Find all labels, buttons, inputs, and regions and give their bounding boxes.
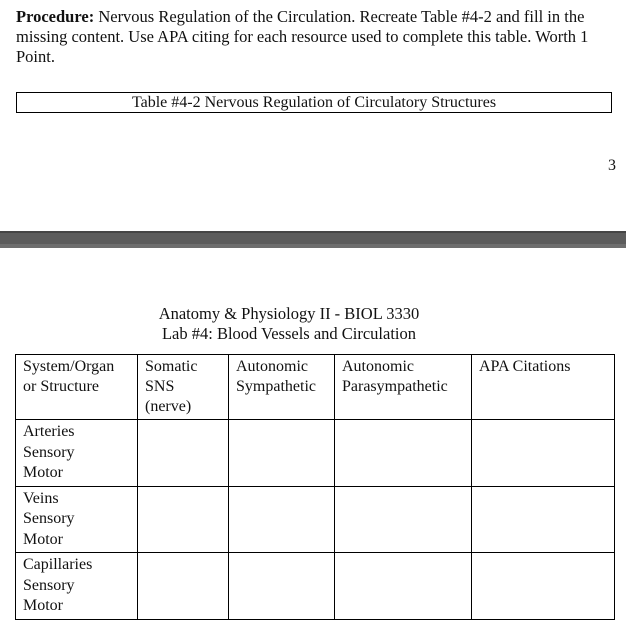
procedure-paragraph: [16, 7, 616, 67]
lab-title: Lab #4: Blood Vessels and Circulation: [161, 324, 417, 343]
cell-arteries-somatic[interactable]: [138, 420, 229, 487]
row-label-capillaries: Capillaries Sensory Motor: [16, 553, 138, 620]
regulation-table: [15, 354, 615, 620]
cell-arteries-citations[interactable]: [472, 420, 615, 487]
cell-veins-sympathetic[interactable]: [229, 486, 335, 553]
row-label-veins: Veins Sensory Motor: [16, 486, 138, 553]
table-row-veins: [16, 486, 615, 553]
header-autonomic-parasympathetic: Autonomic Parasympathetic: [335, 355, 472, 420]
cell-veins-citations[interactable]: [472, 486, 615, 553]
procedure-text: Nervous Regulation of the Circulation. Recreate Table #4-2 and fill in the missing content. Use APA citing for each resource used to complete this table. Worth 1 Point.: [16, 7, 589, 66]
cell-capillaries-parasympathetic[interactable]: [335, 553, 472, 620]
cell-arteries-sympathetic[interactable]: [229, 420, 335, 487]
procedure-heading: Procedure:: [16, 7, 95, 26]
page-number: 3: [608, 157, 616, 174]
header-somatic-sns: Somatic SNS (nerve): [138, 355, 229, 420]
cell-veins-somatic[interactable]: [138, 486, 229, 553]
table-row-arteries: [16, 420, 615, 487]
page-break-divider: [0, 231, 626, 248]
cell-capillaries-somatic[interactable]: [138, 553, 229, 620]
table-row-capillaries: [16, 553, 615, 620]
course-title: Anatomy & Physiology II - BIOL 3330: [158, 304, 420, 323]
header-apa-citations: APA Citations: [472, 355, 615, 420]
cell-capillaries-citations[interactable]: [472, 553, 615, 620]
cell-capillaries-sympathetic[interactable]: [229, 553, 335, 620]
header-system-organ: System/Organ or Structure: [16, 355, 138, 420]
cell-veins-parasympathetic[interactable]: [335, 486, 472, 553]
table-caption: Table #4-2 Nervous Regulation of Circulatory Structures: [16, 92, 612, 113]
cell-arteries-parasympathetic[interactable]: [335, 420, 472, 487]
row-label-arteries: Arteries Sensory Motor: [16, 420, 138, 487]
table-header-row: [16, 355, 615, 420]
header-autonomic-sympathetic: Autonomic Sympathetic: [229, 355, 335, 420]
